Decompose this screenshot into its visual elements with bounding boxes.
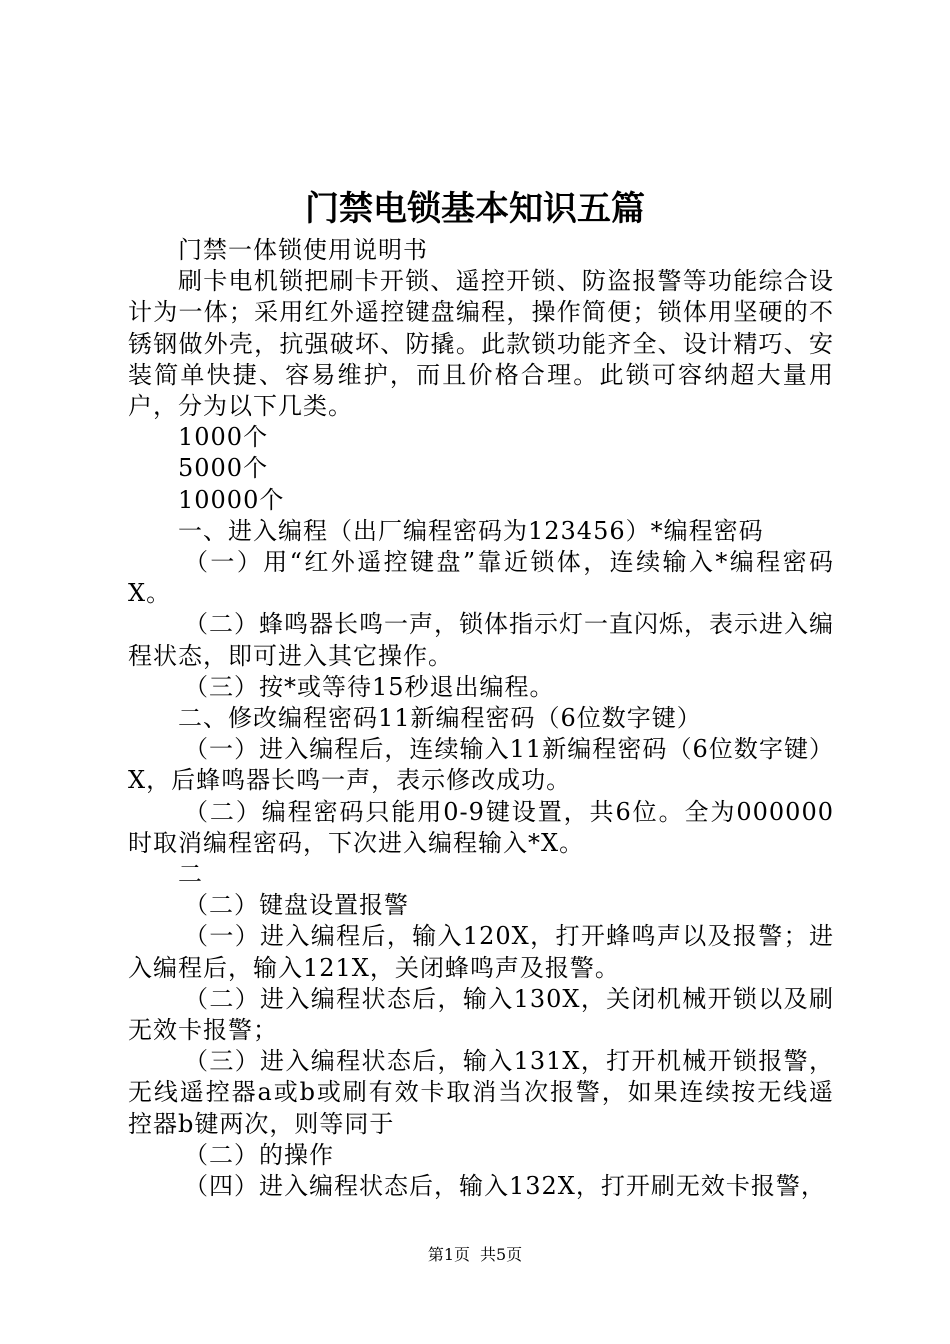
paragraph-step-3: （三）按*或等待15秒退出编程。 <box>184 672 555 701</box>
paragraph-keypad-alarm-heading: （二）键盘设置报警 <box>184 891 409 920</box>
paragraph-alarm-step-3-cont: （二）的操作 <box>184 1140 334 1169</box>
paragraph-manual-heading: 门禁一体锁使用说明书 <box>178 236 428 264</box>
paragraph-capacity-5000: 5000个 <box>178 454 269 483</box>
page-total: 共5页 <box>480 1245 523 1264</box>
paragraph-section-change-password: 二、修改编程密码11新编程密码（6位数字键） <box>178 704 702 733</box>
paragraph-intro: 刷卡电机锁把刷卡开锁、遥控开锁、防盗报警等功能综合设计为一体；采用红外遥控键盘编程，操作简便；锁体用坚硬的不锈钢做外壳，抗强破坏、防撬。此款锁功能齐全、设计精巧、安装简单快捷、容易维护，而且价格合理。此锁可容纳超大量用户，分为以下几类。 <box>128 267 834 421</box>
paragraph-alarm-step-1: （一）进入编程后，输入120X，打开蜂鸣声以及报警；进入编程后，输入121X，关闭蜂鸣声及报警。 <box>128 922 834 982</box>
paragraph-step-1: （一）用“红外遥控键盘”靠近锁体，连续输入*编程密码X。 <box>128 548 834 608</box>
document-title: 门禁电锁基本知识五篇 <box>305 189 645 229</box>
page-number: 第1页 <box>427 1245 470 1264</box>
paragraph-change-step-1: （一）进入编程后，连续输入11新编程密码（6位数字键）X，后蜂鸣器长鸣一声，表示修改成功。 <box>128 735 834 795</box>
page-footer <box>0 1244 950 1266</box>
paragraph-capacity-1000: 1000个 <box>178 423 269 452</box>
paragraph-change-step-2: （二）编程密码只能用0-9键设置，共6位。全为000000时取消编程密码，下次进入编程输入*X。 <box>128 797 834 857</box>
paragraph-step-2: （二）蜂鸣器长鸣一声，锁体指示灯一直闪烁，表示进入编程状态，即可进入其它操作。 <box>128 610 834 670</box>
paragraph-alarm-step-4: （四）进入编程状态后，输入132X，打开刷无效卡报警， <box>184 1172 826 1201</box>
paragraph-alarm-step-3: （三）进入编程状态后，输入131X，打开机械开锁报警，无线遥控器a或b或刷有效卡取消当次报警，如果连续按无线遥控器b键两次，则等同于 <box>128 1047 834 1138</box>
paragraph-section-enter-programming: 一、进入编程（出厂编程密码为123456）*编程密码 <box>178 516 764 545</box>
paragraph-alarm-step-2: （二）进入编程状态后，输入130X，关闭机械开锁以及刷无效卡报警； <box>128 984 834 1045</box>
paragraph-capacity-10000: 10000个 <box>178 485 285 514</box>
document-body <box>128 235 834 1202</box>
paragraph-section-marker: 二 <box>178 860 203 889</box>
